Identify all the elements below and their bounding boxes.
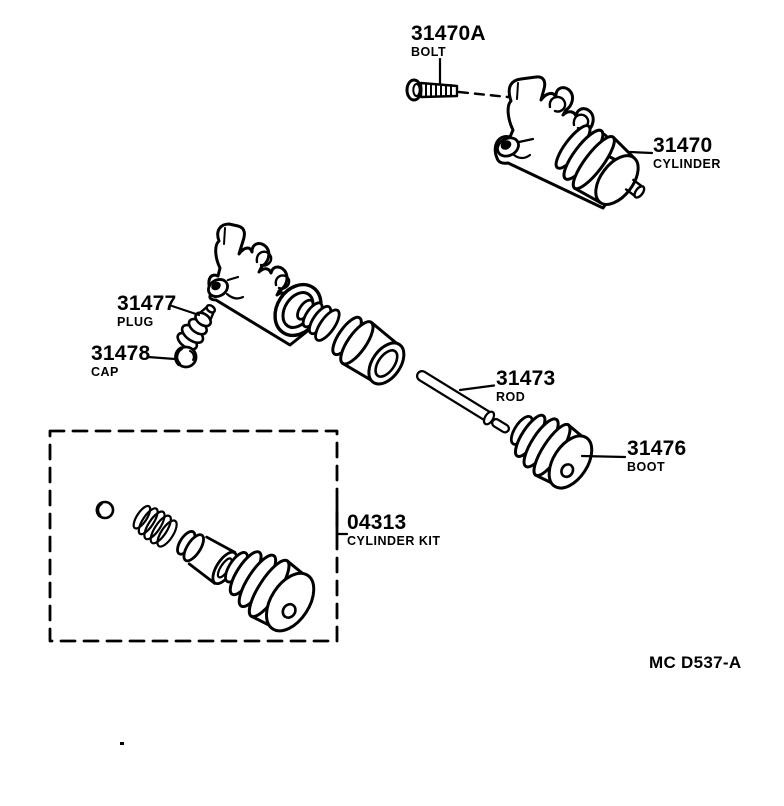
kit-cap-drawing: [97, 502, 113, 518]
boot-drawing: [500, 401, 601, 496]
part-name: BOOT: [627, 460, 666, 474]
kit-spring-drawing: [129, 501, 181, 550]
cylinder-kit-drawing: [50, 431, 347, 641]
label-cylinder: [653, 135, 721, 171]
part-number: 31470: [653, 134, 713, 157]
part-number: 31477: [117, 292, 177, 315]
part-name: ROD: [496, 390, 526, 404]
part-number: 31478: [91, 342, 151, 365]
stray-mark: [120, 742, 124, 745]
plug-drawing: [174, 299, 222, 353]
cylinder-body-drawing: [205, 224, 412, 392]
part-number: 31473: [496, 367, 556, 390]
label-rod: [496, 368, 555, 404]
part-number: 04313: [347, 511, 407, 534]
part-name: CAP: [91, 365, 119, 379]
part-name: CYLINDER: [653, 157, 721, 171]
part-number: 31476: [627, 437, 687, 460]
rod-drawing: [422, 376, 505, 429]
label-bolt: [411, 23, 486, 59]
label-plug: [117, 293, 176, 329]
cap-drawing: [176, 347, 196, 367]
bolt-drawing: [407, 59, 508, 100]
part-name: BOLT: [411, 45, 447, 59]
drawing-code: MC D537-A: [649, 653, 742, 672]
part-name: CYLINDER KIT: [347, 534, 441, 548]
label-boot: [627, 438, 686, 474]
label-cap: [91, 343, 150, 379]
cylinder-31470-drawing: [494, 77, 659, 223]
part-name: PLUG: [117, 315, 154, 329]
label-cylinder-kit: [347, 512, 441, 548]
part-number: 31470A: [411, 22, 486, 45]
